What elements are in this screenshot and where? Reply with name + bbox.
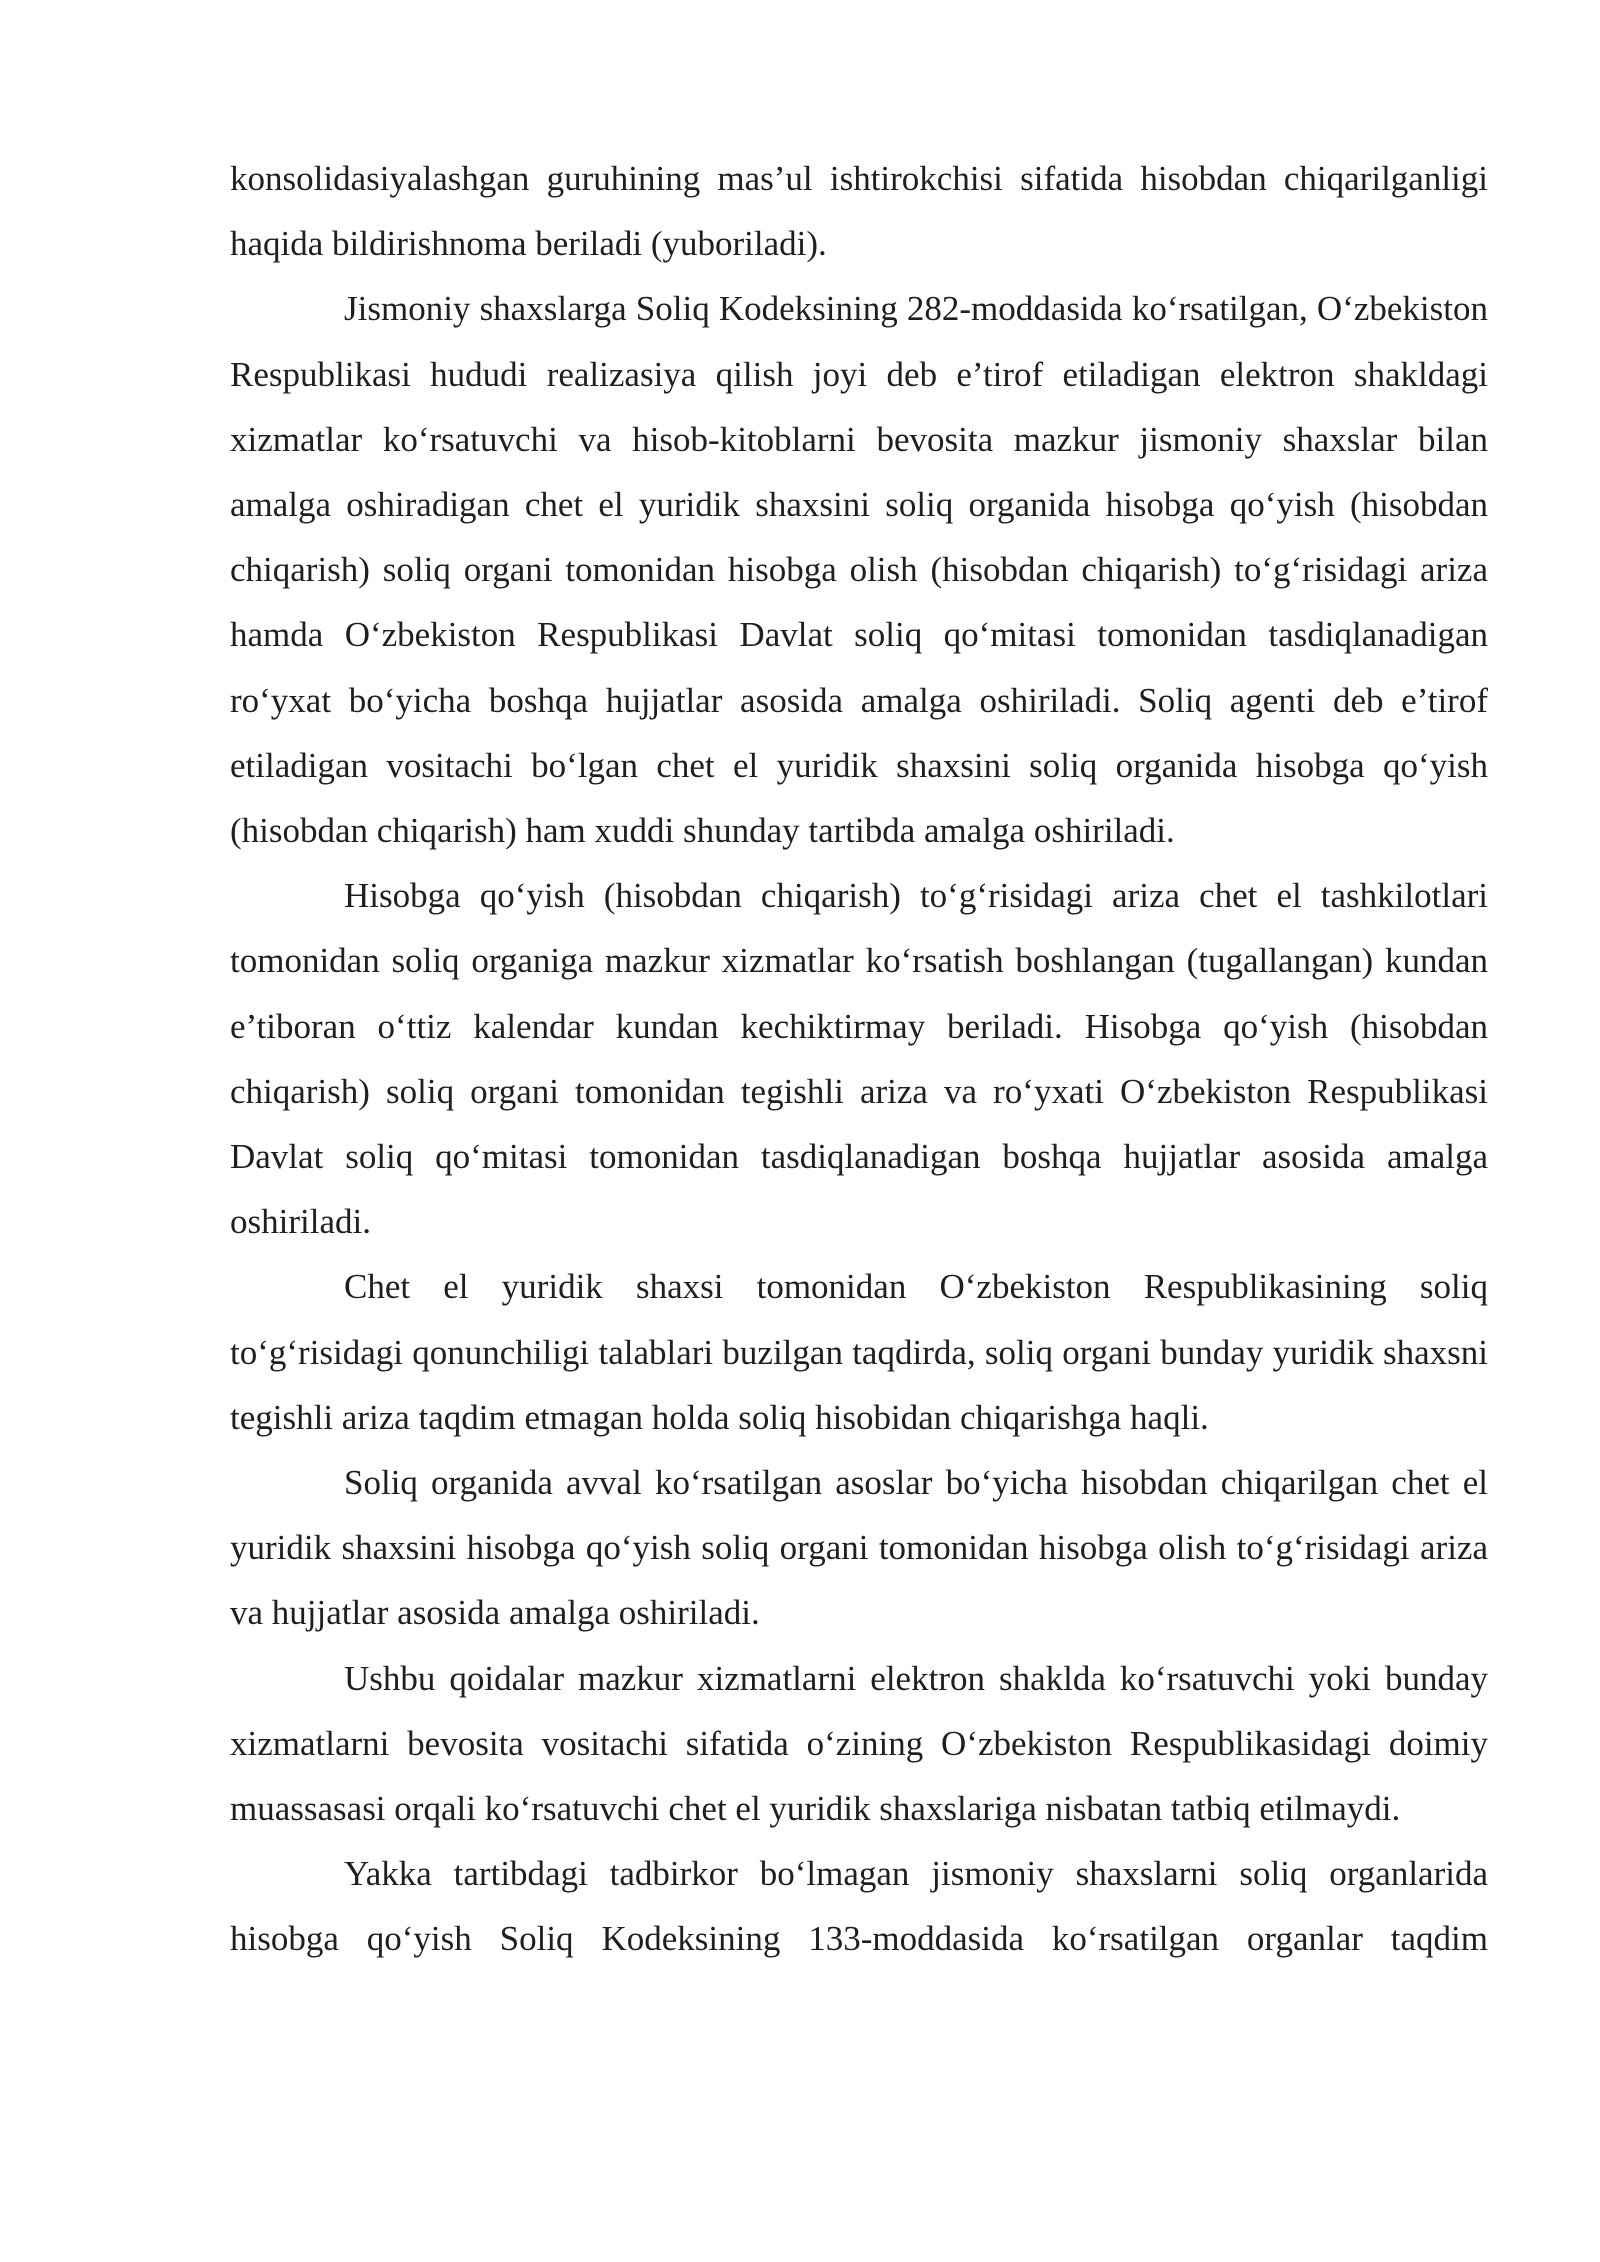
paragraph-6: Ushbu qoidalar mazkur xizmatlarni elektron shaklda ko‘rsatuvchi yoki bunday xizmatlarni bevosita vositachi sifatida o‘zining O‘zbekiston Respublikasidagi doimiy muassasasi orqali ko‘rsatuvchi chet el yuridik shaxslariga nisbatan tatbiq etilmaydi. [230,1658,1488,1829]
paragraph-2: Jismoniy shaxslarga Soliq Kodeksining 282-moddasida ko‘rsatilgan, O‘zbekiston Respublikasi hududi realizasiya qilish joyi deb e’tirof etiladigan elektron shakldagi xizmatlar ko‘rsatuvchi va hisob-kitoblarni bevosita mazkur jismoniy shaxslar bilan amalga oshiradigan chet el yuridik shaxsini soliq organida hisobga qo‘yish (hisobdan chiqarish) soliq organi tomonidan hisobga olish (hisobdan chiqarish) to‘g‘risidagi ariza hamda O‘zbekiston Respublikasi Davlat soliq qo‘mitasi tomonidan tasdiqlanadigan ro‘yxat bo‘yicha boshqa hujjatlar asosida amalga oshiriladi. Soliq agenti deb e’tirof etiladigan vositachi bo‘lgan chet el yuridik shaxsini soliq organida hisobga qo‘yish (hisobdan chiqarish) ham xuddi shunday tartibda amalga oshiriladi. [230,289,1488,851]
paragraph-7: Yakka tartibdagi tadbirkor bo‘lmagan jismoniy shaxslarni soliq organlarida hisobga qo‘yish Soliq Kodeksining 133-moddasida ko‘rsatilgan organlar taqdim [230,1854,1488,1959]
paragraph-5: Soliq organida avval ko‘rsatilgan asoslar bo‘yicha hisobdan chiqarilgan chet el yuridik shaxsini hisobga qo‘yish soliq organi tomonidan hisobga olish to‘g‘risidagi ariza va hujjatlar asosida amalga oshiriladi. [230,1463,1488,1633]
paragraph-4: Chet el yuridik shaxsi tomonidan O‘zbekiston Respublikasining soliq to‘g‘risidagi qonunchiligi talablari buzilgan taqdirda, soliq organi bunday yuridik shaxsni tegishli ariza taqdim etmagan holda soliq hisobidan chiqarishga haqli. [230,1267,1488,1437]
paragraph-3: Hisobga qo‘yish (hisobdan chiqarish) to‘g‘risidagi ariza chet el tashkilotlari tomonidan soliq organiga mazkur xizmatlar ko‘rsatish boshlangan (tugallangan) kundan e’tiboran o‘ttiz kalendar kundan kechiktirmay beriladi. Hisobga qo‘yish (hisobdan chiqarish) soliq organi tomonidan tegishli ariza va ro‘yxati O‘zbekiston Respublikasi Davlat soliq qo‘mitasi tomonidan tasdiqlanadigan boshqa hujjatlar asosida amalga oshiriladi. [230,876,1488,1242]
paragraph-1: konsolidasiyalashgan guruhining mas’ul ishtirokchisi sifatida hisobdan chiqarilganligi haqida bildirishnoma beriladi (yuboriladi). [230,159,1488,264]
document-page [230,146,1488,1972]
